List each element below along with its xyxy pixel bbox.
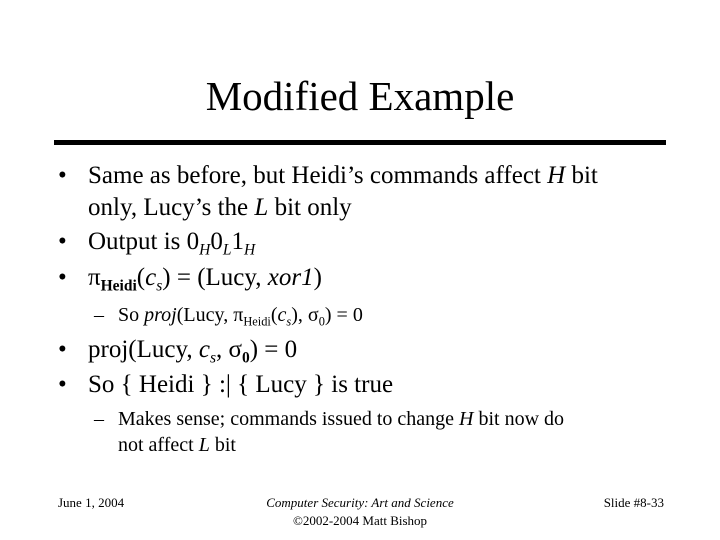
footer-date: June 1, 2004 <box>58 495 125 510</box>
bullet-marker: • <box>58 371 67 398</box>
sub-bullet-marker: – <box>94 304 104 326</box>
bullet-line: Same as before, but Heidi’s commands affect H bit <box>88 162 598 189</box>
text-part: bit <box>209 434 236 456</box>
proj-func: proj <box>144 304 177 326</box>
bullet-line: only, Lucy’s the L bit only <box>88 194 352 221</box>
equation-end: ) = 0 <box>249 336 298 363</box>
paren: ) <box>313 264 322 291</box>
proj-text: proj(Lucy, <box>88 336 199 363</box>
h-bit-label: H <box>459 408 474 430</box>
subscript-s: s <box>156 277 163 295</box>
bullet-text-proj-lucy <box>88 334 688 366</box>
lucy-text: (Lucy, <box>176 304 234 326</box>
title-underline <box>54 140 666 145</box>
slide-title: Modified Example <box>205 73 515 119</box>
footer-copyright: ©2002-2004 Matt Bishop <box>292 513 428 528</box>
bullet-marker: • <box>58 228 67 255</box>
separator: ), <box>291 304 308 326</box>
h-bit-label: H <box>547 162 566 189</box>
subscript-l: L <box>222 241 232 259</box>
subscript-s: s <box>286 314 292 329</box>
sigma-symbol: σ <box>307 304 319 326</box>
bullet-marker: • <box>58 264 67 291</box>
paren: ( <box>136 264 146 291</box>
xor-func: xor1 <box>267 264 314 291</box>
footer-slide-number: Slide #8-33 <box>603 495 664 510</box>
subscript-heidi: Heidi <box>243 314 271 329</box>
bullet-text-output <box>88 226 688 258</box>
separator: , <box>216 336 229 363</box>
subscript-s: s <box>209 349 216 367</box>
sub-bullet-text-makes-sense <box>118 406 688 458</box>
footer-course <box>200 494 520 530</box>
subscript-heidi: Heidi <box>100 277 137 295</box>
sub-bullet-line <box>118 432 688 458</box>
sigma-symbol: σ <box>228 336 242 363</box>
bullet-text-projection <box>88 262 688 294</box>
subscript-zero: 0 <box>241 349 250 367</box>
output-prefix: Output is 0 <box>88 228 200 255</box>
bullet-marker: • <box>58 336 67 363</box>
sub-bullet-line <box>118 406 688 432</box>
var-c: c <box>277 304 287 326</box>
bullet-text-heidi-commands <box>88 160 688 224</box>
text-part: not affect <box>118 434 199 456</box>
pi-symbol: π <box>88 264 101 291</box>
var-c: c <box>198 336 210 363</box>
output-digit: 0 <box>210 228 223 255</box>
text-part: bit now do <box>473 408 565 430</box>
paren: ( <box>270 304 278 326</box>
subscript-h: H <box>243 241 256 259</box>
pi-symbol: π <box>233 304 244 326</box>
equation-end: ) = 0 <box>324 304 363 326</box>
sub-bullet-text-proj <box>118 302 688 328</box>
output-digit: 1 <box>231 228 244 255</box>
bullet-marker: • <box>58 162 67 189</box>
so-text: So <box>118 304 145 326</box>
footer-course-title: Computer Security: Art and Science <box>266 495 454 510</box>
subscript-h: H <box>199 241 211 259</box>
bullet-text-interference: So { Heidi } :| { Lucy } is true <box>88 371 394 398</box>
l-bit-label: L <box>198 434 210 456</box>
sub-bullet-marker: – <box>94 408 104 430</box>
text-part: Makes sense; commands issued to change <box>118 408 460 430</box>
equation-text: ) = (Lucy, <box>162 264 268 291</box>
subscript-zero: 0 <box>318 314 325 329</box>
l-bit-label: L <box>254 194 269 221</box>
var-c: c <box>145 264 157 291</box>
